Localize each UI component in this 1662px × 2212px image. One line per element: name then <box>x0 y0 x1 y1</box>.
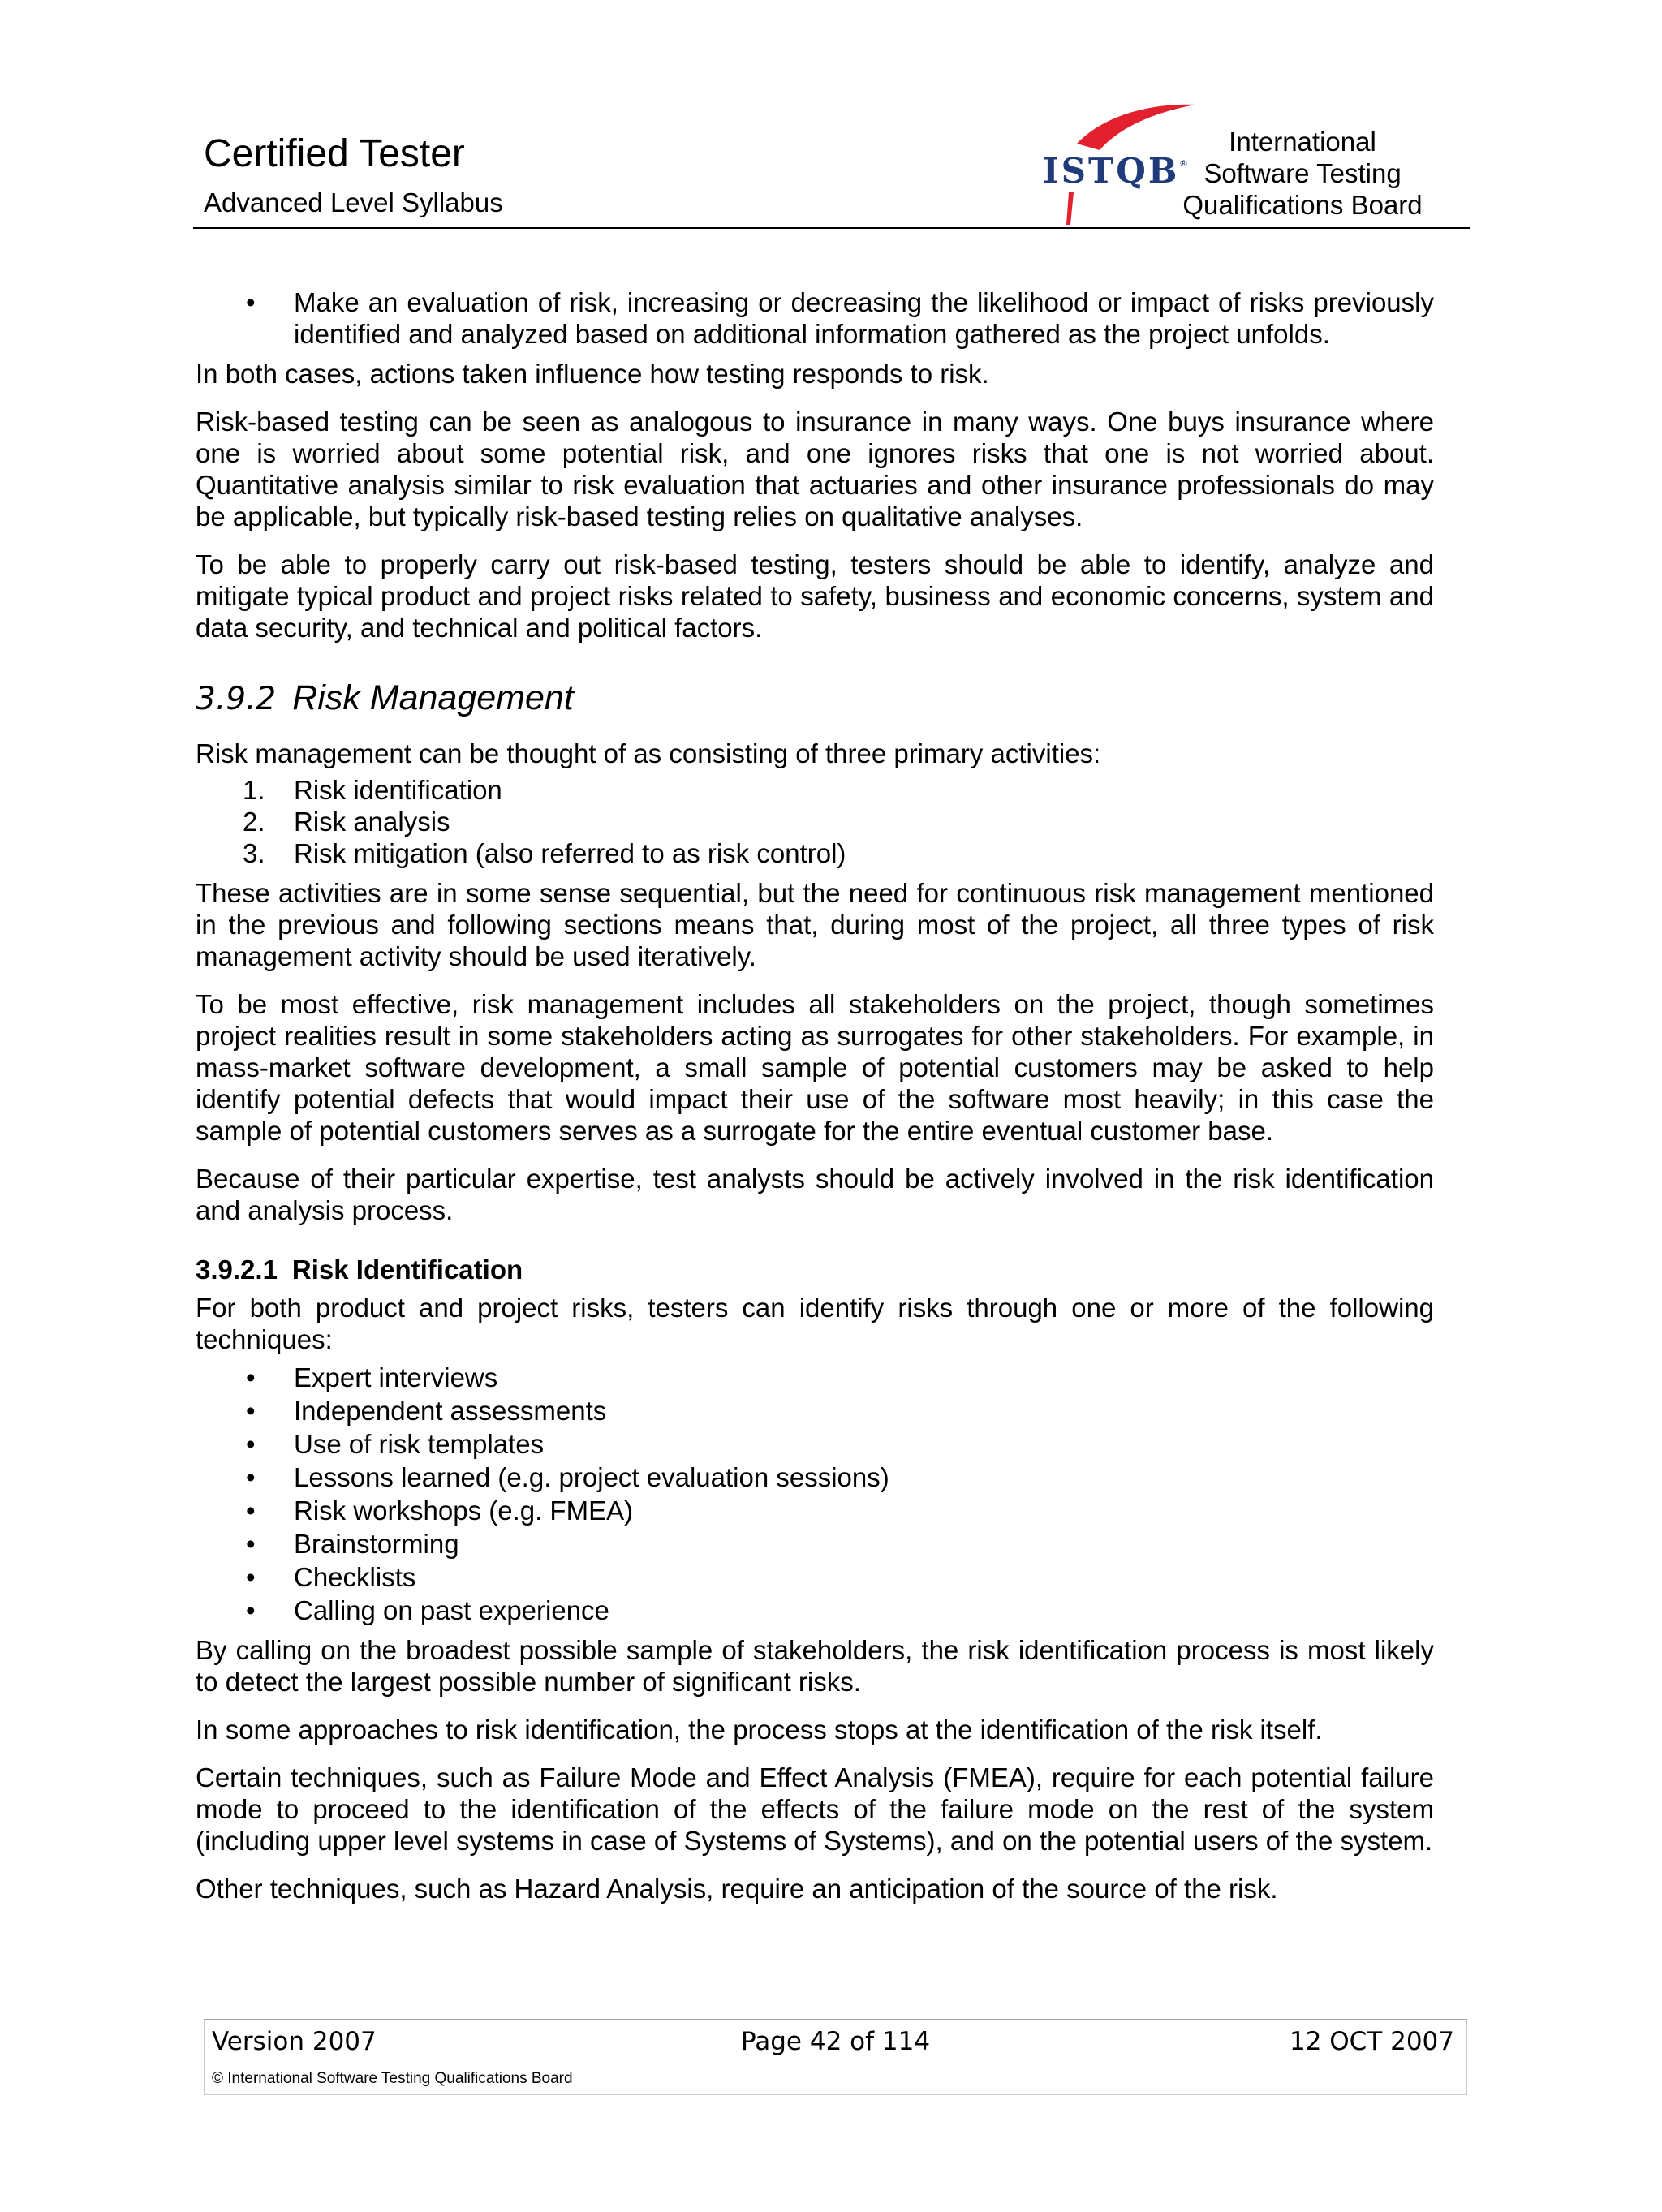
footer-page-number: Page 42 of 114 <box>740 2027 931 2056</box>
paragraph: Other techniques, such as Hazard Analysis, require an anticipation of the source of the risk. <box>196 1874 1278 1904</box>
intro-bullet-list <box>196 286 1434 350</box>
section-number: 3.9.2 <box>196 681 277 717</box>
paragraph: To be able to properly carry out risk-based testing, testers should be able to identify, analyze and mitigate typical product and project risks related to safety, business and economic concerns, system and data security, and technical and political factors. <box>196 549 1434 643</box>
org-name <box>1169 126 1436 221</box>
paragraph: In some approaches to risk identification, the process stops at the identification of the risk itself. <box>196 1715 1323 1745</box>
list-text: Risk identification <box>294 775 502 805</box>
paragraph: Certain techniques, such as Failure Mode and Effect Analysis (FMEA), require for each potential failure mode to proceed to the identification of the effects of the failure mode on the rest of the system (including upper level systems in case of Systems of Systems), and on the potential users of the system. <box>196 1762 1434 1856</box>
svg-text:®: ® <box>1179 158 1188 169</box>
list-item: • Make an evaluation of risk, increasing or decreasing the likelihood or impact of risks previously identified and analyzed based on additional information gathered as the project unfolds. <box>196 286 1434 350</box>
page-body <box>196 286 1434 1921</box>
section-heading <box>196 678 1434 720</box>
footer-version: Version 2007 <box>212 2027 377 2056</box>
list-number: 1. <box>243 775 265 805</box>
page-footer <box>204 2019 1467 2095</box>
techniques-list <box>196 1362 1434 1626</box>
list-item: • Lessons learned (e.g. project evaluation sessions) <box>196 1461 1434 1493</box>
list-number: 2. <box>243 807 265 837</box>
list-item: • Calling on past experience <box>196 1594 1434 1626</box>
list-text: Risk mitigation (also referred to as risk control) <box>294 838 846 868</box>
document-title: Certified Tester <box>204 132 465 175</box>
list-item: • Expert interviews <box>196 1362 1434 1393</box>
subsection-title: Risk Identification <box>291 1254 523 1285</box>
document-subtitle: Advanced Level Syllabus <box>204 187 503 217</box>
subsection-number: 3.9.2.1 <box>196 1254 278 1285</box>
list-item: • Risk workshops (e.g. FMEA) <box>196 1495 1434 1526</box>
org-line-3: Qualifications Board <box>1182 190 1423 220</box>
list-item <box>196 774 1434 806</box>
paragraph: Risk-based testing can be seen as analogous to insurance in many ways. One buys insurance where one is worried about some potential risk, and one ignores risks that one is not worried about. Quantitative analysis similar to risk evaluation that actuaries and other insurance professionals do may be applicable, but typically risk-based testing relies on qualitative analyses. <box>196 407 1434 531</box>
header-divider <box>193 227 1470 229</box>
list-item <box>196 806 1434 837</box>
paragraph: Because of their particular expertise, test analysts should be actively involved in the risk identification and analysis process. <box>196 1164 1434 1225</box>
org-line-1: International <box>1229 127 1376 157</box>
list-number: 3. <box>243 838 265 868</box>
list-text: Risk analysis <box>294 807 450 837</box>
paragraph: For both product and project risks, testers can identify risks through one or more of the following techniques: <box>196 1293 1434 1354</box>
paragraph: In both cases, actions taken influence how testing responds to risk. <box>196 359 989 389</box>
list-item: • Checklists <box>196 1561 1434 1593</box>
paragraph: These activities are in some sense sequential, but the need for continuous risk management mentioned in the previous and following sections means that, during most of the project, all three types of risk management activity should be used iteratively. <box>196 878 1434 971</box>
subsection-heading <box>196 1254 1434 1285</box>
logo-wordmark: ISTQB <box>1043 151 1180 191</box>
org-line-2: Software Testing <box>1203 158 1402 188</box>
list-item: • Independent assessments <box>196 1395 1434 1427</box>
paragraph: Risk management can be thought of as consisting of three primary activities: <box>196 738 1101 768</box>
footer-date: 12 OCT 2007 <box>1289 2027 1454 2056</box>
paragraph: By calling on the broadest possible sample of stakeholders, the risk identification process is most likely to detect the largest possible number of significant risks. <box>196 1635 1434 1697</box>
list-item: • Use of risk templates <box>196 1428 1434 1460</box>
footer-copyright: © International Software Testing Qualifications Board <box>212 2070 573 2087</box>
paragraph: To be most effective, risk management includes all stakeholders on the project, though sometimes project realities result in some stakeholders acting as surrogates for other stakeholders. For example, in mass-market software development, a small sample of potential customers may be asked to help identify potential defects that would impact their use of the software most heavily; in this case the sample of potential customers serves as a surrogate for the entire eventual customer base. <box>196 989 1434 1146</box>
section-title: Risk Management <box>292 678 574 717</box>
activities-list <box>196 774 1434 869</box>
list-item: • Brainstorming <box>196 1528 1434 1560</box>
list-item <box>196 837 1434 869</box>
